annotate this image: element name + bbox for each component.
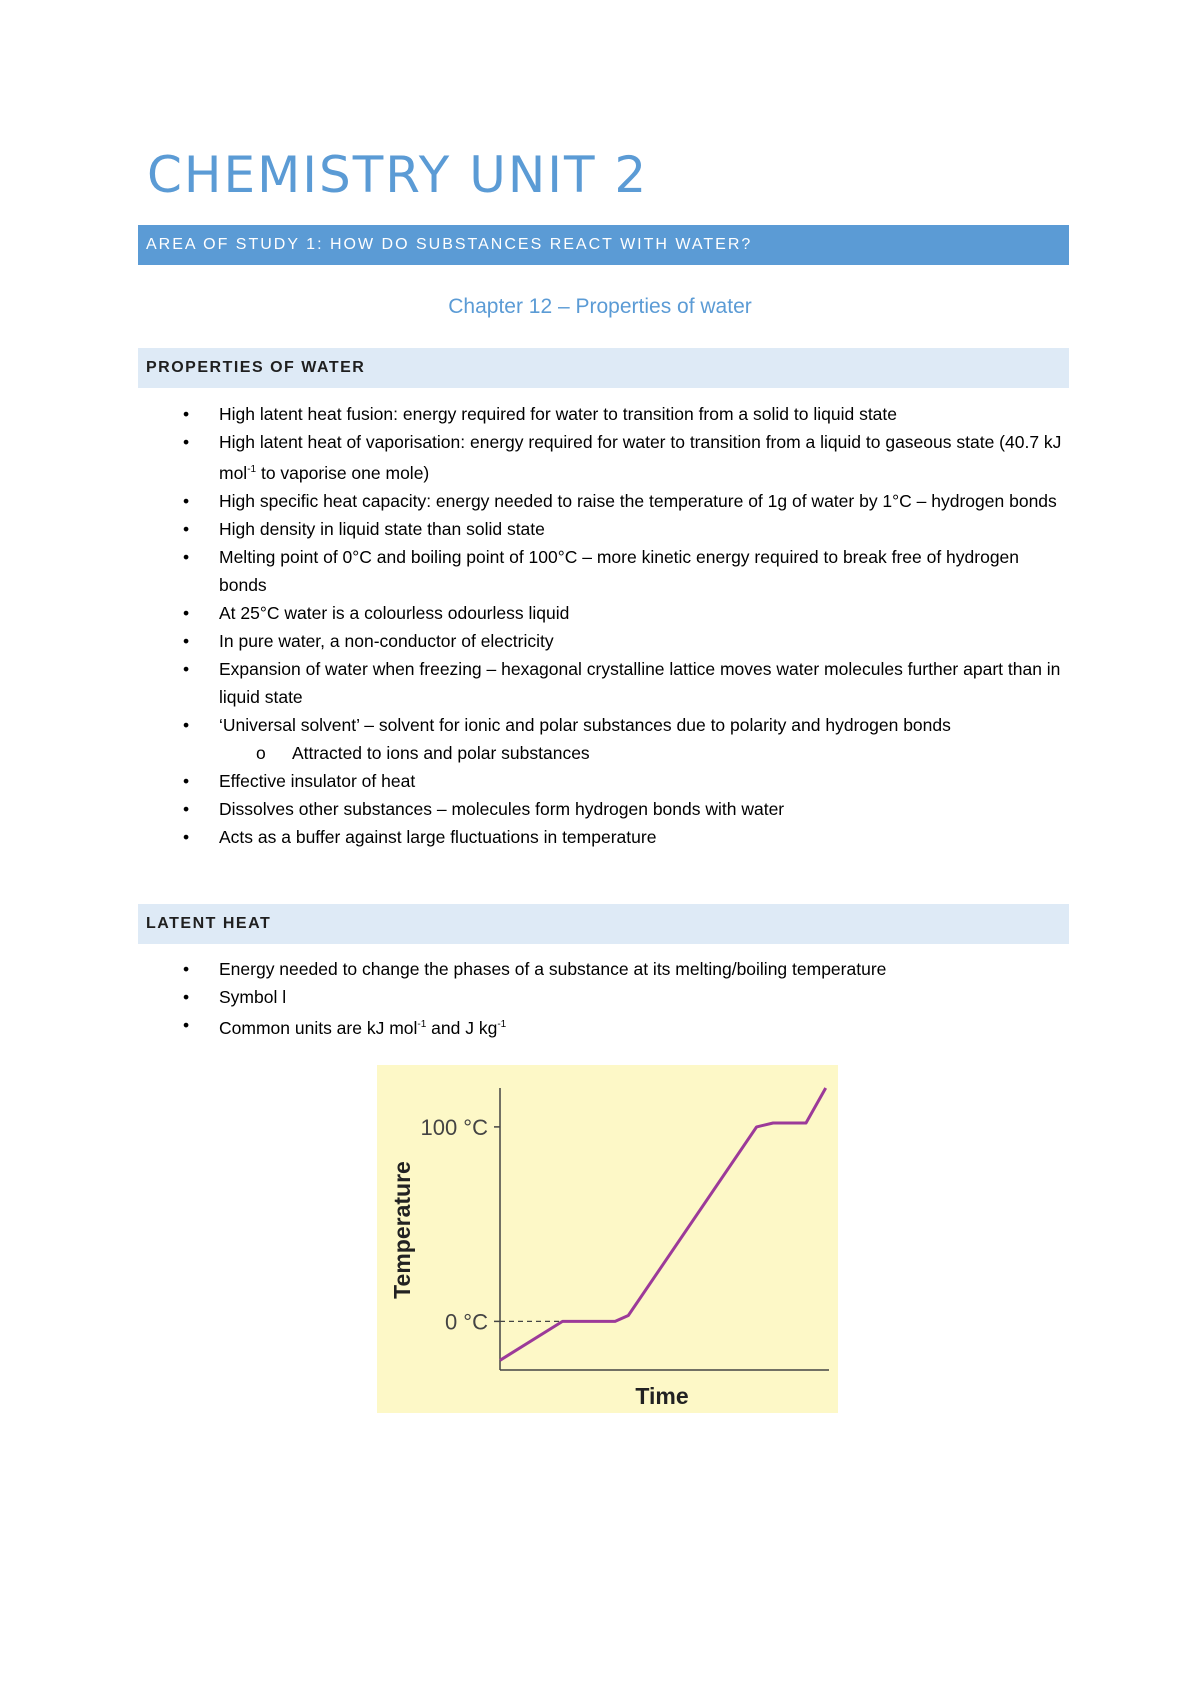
- document-title: CHEMISTRY UNIT 2: [147, 146, 649, 204]
- y-tick-label: 100 °C: [420, 1114, 488, 1140]
- list-item: • High latent heat of vaporisation: energy required for water to transition from a liquid to gaseous state (40.7 kJ mol$^{-1}$ to vaporise one mole): [0, 428, 1069, 487]
- bullet-icon: •: [183, 658, 190, 679]
- sub-list-item: o Attracted to ions and polar substances: [0, 739, 1069, 767]
- bullet-icon: •: [183, 770, 190, 791]
- latent-heat-list: [0, 955, 1069, 1042]
- bullet-icon: •: [183, 546, 190, 567]
- x-axis-label: Time: [635, 1383, 689, 1409]
- list-item: • High latent heat fusion: energy required for water to transition from a solid to liquid state: [0, 400, 1069, 428]
- bullet-icon: •: [183, 959, 190, 979]
- bullet-icon: •: [183, 630, 190, 651]
- bullet-icon: •: [183, 1015, 190, 1035]
- list-item: • Expansion of water when freezing – hexagonal crystalline lattice moves water molecules further apart than in liquid state: [0, 655, 1069, 711]
- bullet-icon: •: [183, 518, 190, 539]
- bullet-icon: •: [183, 602, 190, 623]
- chapter-heading: Chapter 12 – Properties of water: [448, 295, 752, 318]
- bullet-icon: •: [183, 798, 190, 819]
- bullet-icon: •: [183, 987, 190, 1007]
- sub-bullet-icon: o: [256, 742, 266, 763]
- bullet-icon: •: [183, 490, 190, 511]
- list-item: • In pure water, a non-conductor of electricity: [0, 627, 1069, 655]
- bullet-icon: •: [183, 404, 190, 424]
- list-item: • ‘Universal solvent’ – solvent for ionic and polar substances due to polarity and hydrogen bonds o Attracted to ions and polar substances: [0, 711, 1069, 767]
- list-item: • Common units are kJ mol$^{-1}$ and J $kg^{-1}$: [0, 1011, 1069, 1042]
- list-item: • Symbol l: [0, 983, 1069, 1011]
- y-tick-label: 0 °C: [444, 1309, 488, 1335]
- list-item: • Effective insulator of heat: [0, 767, 1069, 795]
- area-of-study-banner: AREA OF STUDY 1: HOW DO SUBSTANCES REACT WITH WATER?: [138, 225, 1069, 265]
- y-axis-label: Temperature: [389, 1161, 415, 1299]
- list-item: • At 25°C water is a colourless odourless liquid: [0, 599, 1069, 627]
- section-heading-properties: PROPERTIES OF WATER: [138, 348, 1069, 388]
- list-item: • High density in liquid state than solid state: [0, 515, 1069, 543]
- list-item: • Acts as a buffer against large fluctuations in temperature: [0, 823, 1069, 851]
- heating-curve-figure: [377, 1065, 838, 1413]
- properties-list: [0, 400, 1069, 851]
- bullet-icon: •: [183, 432, 190, 452]
- heating-curve-chart: [377, 1065, 838, 1413]
- section-heading-latent-heat: LATENT HEAT: [138, 904, 1069, 944]
- bullet-icon: •: [183, 826, 190, 847]
- list-item: • High specific heat capacity: energy needed to raise the temperature of 1g of water by 1°C – hydrogen bonds: [0, 487, 1069, 515]
- list-item: • Melting point of 0°C and boiling point of 100°C – more kinetic energy required to break free of hydrogen bonds: [0, 543, 1069, 599]
- bullet-icon: •: [183, 714, 190, 735]
- list-item: • Energy needed to change the phases of a substance at its melting/boiling temperature: [0, 955, 1069, 983]
- list-item: • Dissolves other substances – molecules form hydrogen bonds with water: [0, 795, 1069, 823]
- series-line-heating-curve: [500, 1088, 826, 1360]
